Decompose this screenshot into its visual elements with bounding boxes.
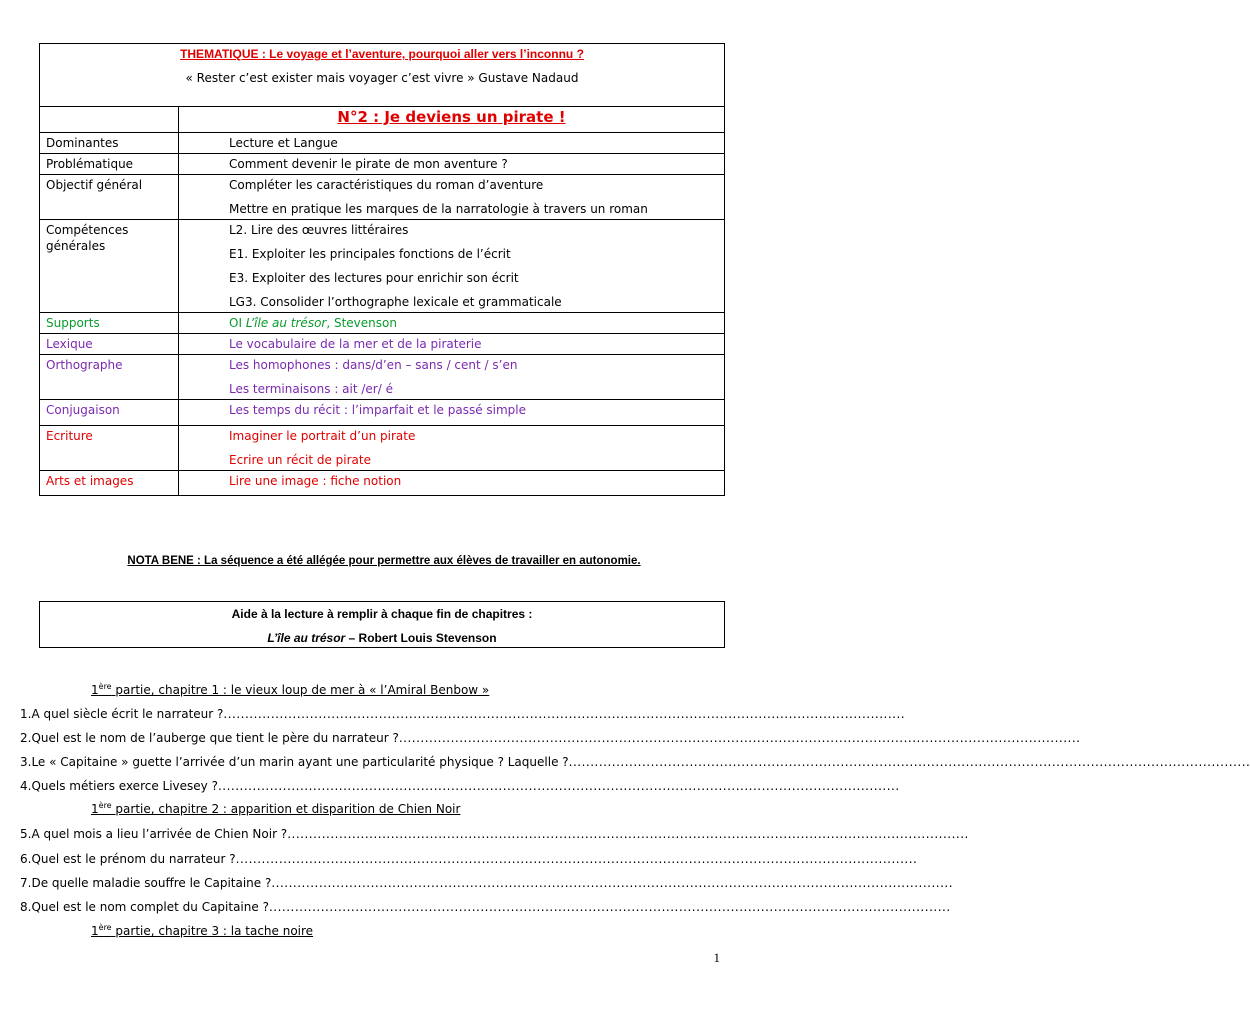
table-row	[40, 334, 725, 355]
row-label: Supports	[40, 313, 179, 334]
row-value: Mettre en pratique les marques de la narratologie à travers un roman	[229, 202, 648, 216]
question-item: 1. A quel siècle écrit le narrateur ? ..............................................................................................................................................................	[20, 707, 906, 721]
table-row	[40, 313, 725, 334]
table-row	[40, 133, 725, 154]
chapter-heading: 1ère partie, chapitre 1 : le vieux loup de mer à « l’Amiral Benbow »	[91, 682, 490, 697]
row-value: Imaginer le portrait d’un pirate	[229, 429, 416, 443]
question-item: 4. Quels métiers exerce Livesey ? ..............................................................................................................................................................	[20, 779, 900, 793]
table-row	[40, 107, 725, 133]
question-item: 6. Quel est le prénom du narrateur ? ..............................................................................................................................................................	[20, 852, 918, 866]
row-value: Lire une image : fiche notion	[229, 474, 402, 488]
reading-aid-box	[39, 601, 725, 648]
theme-title: THEMATIQUE : Le voyage et l’aventure, pourquoi aller vers l’inconnu ?	[180, 47, 584, 61]
row-label: Ecriture	[40, 426, 179, 471]
page-number: 1	[713, 950, 720, 965]
row-label: Objectif général	[40, 175, 179, 220]
nota-bene: NOTA BENE : La séquence a été allégée pour permettre aux élèves de travailler en autonomie.	[127, 555, 641, 567]
chapter-heading: 1ère partie, chapitre 3 : la tache noire	[91, 923, 314, 938]
row-label: Lexique	[40, 334, 179, 355]
reading-aid-title: Aide à la lecture à remplir à chaque fin de chapitres :	[231, 607, 533, 621]
row-value: E1. Exploiter les principales fonctions de l’écrit	[229, 247, 511, 261]
question-item: 2. Quel est le nom de l’auberge que tient le père du narrateur ? ..............................................................................................................................................................	[20, 731, 1081, 745]
theme-quote: « Rester c’est exister mais voyager c’est vivre » Gustave Nadaud	[185, 71, 579, 85]
question-item: 5. A quel mois a lieu l’arrivée de Chien Noir ? ..............................................................................................................................................................	[20, 827, 969, 841]
row-label: Dominantes	[40, 133, 179, 154]
row-value: Comment devenir le pirate de mon aventure ?	[229, 157, 508, 171]
question-item: 3. Le « Capitaine » guette l’arrivée d’un marin ayant une particularité physique ? Laquelle ? ..............................................................................................................................................................	[20, 755, 1250, 769]
row-value: Ecrire un récit de pirate	[229, 453, 371, 467]
table-row	[40, 154, 725, 175]
chapter-heading: 1ère partie, chapitre 2 : apparition et disparition de Chien Noir	[91, 801, 461, 816]
table-row	[40, 220, 725, 313]
row-label: Problématique	[40, 154, 179, 175]
table-row	[40, 355, 725, 400]
row-value: Les terminaisons : ait /er/ é	[229, 382, 393, 396]
theme-box	[39, 43, 725, 106]
table-row	[40, 426, 725, 471]
row-value: Les homophones : dans/d’en – sans / cent / s’en	[229, 358, 518, 372]
row-value: LG3. Consolider l’orthographe lexicale et grammaticale	[229, 295, 562, 309]
row-value: E3. Exploiter des lectures pour enrichir son écrit	[229, 271, 519, 285]
row-label: Orthographe	[40, 355, 179, 400]
row-value: OI L’île au trésor, Stevenson	[229, 316, 397, 330]
question-item: 7. De quelle maladie souffre le Capitaine ? ..............................................................................................................................................................	[20, 876, 954, 890]
question-item: 8. Quel est le nom complet du Capitaine ? ..............................................................................................................................................................	[20, 900, 951, 914]
row-value: L2. Lire des œuvres littéraires	[229, 223, 409, 237]
row-label: Arts et images	[40, 471, 179, 496]
row-value: Compléter les caractéristiques du roman d’aventure	[229, 178, 544, 192]
row-value: Le vocabulaire de la mer et de la piraterie	[229, 337, 482, 351]
reading-aid-book: L’île au trésor – Robert Louis Stevenson	[267, 631, 497, 645]
row-value: Les temps du récit : l’imparfait et le passé simple	[229, 403, 527, 417]
table-row	[40, 175, 725, 220]
row-value: Lecture et Langue	[229, 136, 338, 150]
row-label: Conjugaison	[40, 400, 179, 426]
table-row	[40, 471, 725, 496]
row-label: Compétences générales	[40, 220, 179, 313]
sequence-title: N°2 : Je deviens un pirate !	[337, 108, 566, 126]
sequence-table	[39, 106, 725, 496]
table-row	[40, 400, 725, 426]
